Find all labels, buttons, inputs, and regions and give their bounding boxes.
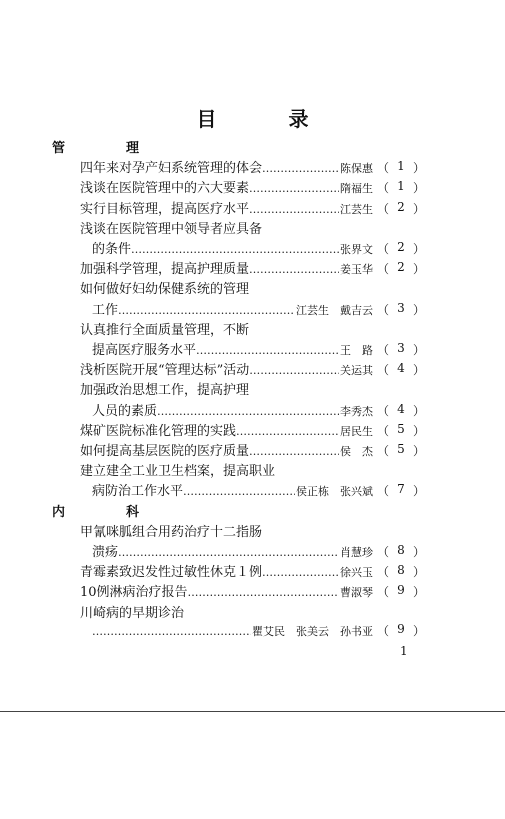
open-paren: （ — [377, 242, 390, 256]
entry-author: 肖慧珍 — [340, 546, 373, 559]
toc-entry — [80, 581, 425, 601]
toc-entry — [92, 299, 425, 319]
leader-dots — [262, 162, 339, 175]
open-paren: （ — [377, 545, 390, 559]
entry-page — [373, 422, 425, 439]
section-heading: 内 科 — [52, 504, 164, 520]
toc-entry-line — [80, 218, 425, 238]
entry-title: 青霉素致迟发性过敏性休克１例 — [80, 565, 263, 581]
entry-page — [373, 402, 425, 419]
entry-title: 加强科学管理，提高护理质量 — [80, 262, 250, 278]
toc-entry-line — [80, 602, 425, 622]
entry-title: 如何提高基层医院的医疗质量 — [80, 444, 250, 459]
page-number-value: 9 — [397, 583, 405, 598]
entry-page — [373, 543, 425, 560]
entry-page — [373, 622, 425, 639]
open-paren: （ — [377, 262, 390, 277]
leader-dots — [249, 263, 339, 276]
entry-title: 加强政治思想工作，提高护理 — [80, 383, 250, 399]
close-paren: ） — [412, 403, 425, 418]
close-paren: ） — [412, 423, 425, 438]
entry-author: 江芸生 戴吉云 — [296, 303, 373, 317]
entry-title: 认真推行全面质量管理，不断 — [80, 322, 250, 338]
page-title: 目 录 — [196, 107, 335, 131]
leader-dots — [92, 625, 251, 638]
entry-page — [373, 260, 425, 277]
open-paren: （ — [377, 363, 390, 378]
entry-title: 提高医疗服务水平 — [92, 343, 197, 358]
entry-title: 工作 — [92, 302, 119, 318]
leader-dots — [236, 425, 339, 438]
entry-author: 隋福生 — [340, 182, 373, 196]
entry-page — [373, 583, 425, 600]
toc-entry — [80, 198, 425, 218]
entry-title: 川崎病的早期诊治 — [80, 605, 185, 621]
toc-entry-line — [80, 460, 425, 480]
close-paren: ） — [412, 545, 425, 559]
toc-entry — [80, 440, 425, 460]
toc-entry — [92, 480, 425, 500]
entry-title: 煤矿医院标准化管理的实践 — [80, 423, 237, 439]
open-paren: （ — [377, 302, 390, 317]
leader-dots — [249, 182, 339, 195]
page-number-value: 1 — [397, 159, 405, 174]
entry-title: 的条件 — [92, 242, 132, 257]
open-paren: （ — [377, 585, 390, 600]
bottom-rule — [0, 711, 505, 712]
toc-entry-line — [80, 521, 425, 541]
close-paren: ） — [412, 623, 425, 638]
entry-page — [373, 341, 425, 358]
close-paren: ） — [412, 343, 425, 357]
entry-author: 李秀杰 — [340, 404, 373, 418]
open-paren: （ — [377, 565, 390, 580]
page-number-value: 8 — [397, 563, 405, 578]
entry-title: 四年来对孕产妇系统管理的体会 — [80, 161, 263, 177]
open-paren: （ — [377, 423, 390, 438]
leader-dots — [196, 344, 339, 357]
leader-dots — [249, 203, 339, 216]
open-paren: （ — [377, 181, 390, 196]
open-paren: （ — [377, 623, 390, 638]
leader-dots — [262, 566, 339, 579]
open-paren: （ — [377, 444, 390, 458]
toc-entry — [92, 238, 425, 258]
leader-dots — [183, 485, 295, 498]
toc-entry — [80, 420, 425, 440]
page-number-value: 2 — [397, 240, 405, 254]
toc-entry — [80, 561, 425, 581]
entry-title: 浅析医院开展“管理达标”活动 — [80, 363, 250, 379]
toc-entry — [80, 157, 425, 177]
toc-entry-line — [80, 319, 425, 339]
toc-entry-line — [80, 278, 425, 298]
entry-page — [373, 361, 425, 378]
close-paren: ） — [412, 262, 425, 277]
entry-page — [373, 442, 425, 459]
toc-entry — [80, 258, 425, 278]
page-number-value: 4 — [397, 361, 405, 376]
entry-title: 实行目标管理，提高医疗水平 — [80, 201, 250, 217]
close-paren: ） — [412, 444, 425, 458]
page-number-value: 4 — [397, 401, 405, 416]
entry-author: 王 路 — [340, 344, 373, 357]
open-paren: （ — [377, 484, 390, 499]
entry-title: 人员的素质 — [92, 403, 158, 419]
page-number-value: 1 — [397, 179, 405, 194]
leader-dots — [131, 243, 339, 256]
entry-page — [373, 179, 425, 196]
toc-entry-line — [80, 379, 425, 399]
toc-entry — [92, 400, 425, 420]
entry-title: 溃疡 — [92, 545, 119, 560]
open-paren: （ — [377, 201, 390, 216]
open-paren: （ — [377, 161, 390, 176]
entry-title: 浅谈在医院管理中的六大要素 — [80, 181, 250, 197]
page-number-value: 7 — [397, 482, 405, 497]
toc-entry — [92, 339, 425, 359]
page-number-value: 2 — [397, 199, 405, 214]
close-paren: ） — [412, 302, 425, 317]
entry-title: 病防治工作水平 — [92, 484, 184, 500]
close-paren: ） — [412, 201, 425, 216]
close-paren: ） — [412, 363, 425, 378]
page-number-value: 3 — [397, 341, 405, 355]
close-paren: ） — [412, 181, 425, 196]
toc-entry — [80, 359, 425, 379]
leader-dots — [249, 445, 339, 458]
entry-author: 张界文 — [340, 243, 373, 256]
entry-title: 如何做好妇幼保健系统的管理 — [80, 282, 250, 298]
entry-author: 居民生 — [340, 424, 373, 438]
page-number-value: 9 — [397, 621, 405, 636]
entry-author: 关运其 — [340, 364, 373, 378]
entry-author: 侯 杰 — [340, 445, 373, 458]
leader-dots — [118, 304, 295, 317]
entry-author: 侯正栋 张兴斌 — [296, 485, 373, 499]
close-paren: ） — [412, 242, 425, 256]
leader-dots — [118, 546, 339, 559]
section-heading: 管 理 — [52, 141, 164, 156]
entry-author: 姜玉华 — [340, 263, 373, 277]
leader-dots — [157, 405, 339, 418]
page-number-value: 8 — [397, 543, 405, 557]
entry-page — [373, 301, 425, 318]
entry-author: 瞿艾民 张美云 孙书亚 — [252, 624, 373, 638]
leader-dots — [249, 364, 339, 377]
entry-author: 陈保惠 — [340, 162, 373, 176]
open-paren: （ — [377, 343, 390, 357]
entry-title: 浅谈在医院管理中领导者应具备 — [80, 221, 263, 237]
entry-author: 徐兴玉 — [340, 566, 373, 580]
close-paren: ） — [412, 484, 425, 499]
entry-page — [373, 159, 425, 176]
close-paren: ） — [412, 565, 425, 580]
close-paren: ） — [412, 161, 425, 176]
entry-page — [373, 200, 425, 217]
entry-title: 建立建全工业卫生档案，提高职业 — [80, 464, 276, 480]
toc-entry — [92, 622, 425, 642]
entry-page — [373, 240, 425, 257]
toc-entry — [80, 177, 425, 197]
close-paren: ） — [412, 585, 425, 600]
open-paren: （ — [377, 403, 390, 418]
entry-page — [373, 482, 425, 499]
page-number-value: 5 — [397, 442, 405, 456]
page-number: 1 — [400, 644, 408, 658]
entry-author: 曹淑琴 — [340, 586, 373, 600]
entry-page — [373, 563, 425, 580]
entry-author: 江芸生 — [340, 202, 373, 216]
entry-title: 10例淋病治疗报告 — [80, 585, 188, 601]
entry-title: 甲氰咪胍组合用药治疗十二指肠 — [80, 524, 263, 540]
toc-entry — [92, 541, 425, 561]
page-number-value: 2 — [397, 260, 405, 275]
leader-dots — [188, 586, 339, 599]
page-number-value: 3 — [397, 300, 405, 315]
page-number-value: 5 — [397, 421, 405, 436]
